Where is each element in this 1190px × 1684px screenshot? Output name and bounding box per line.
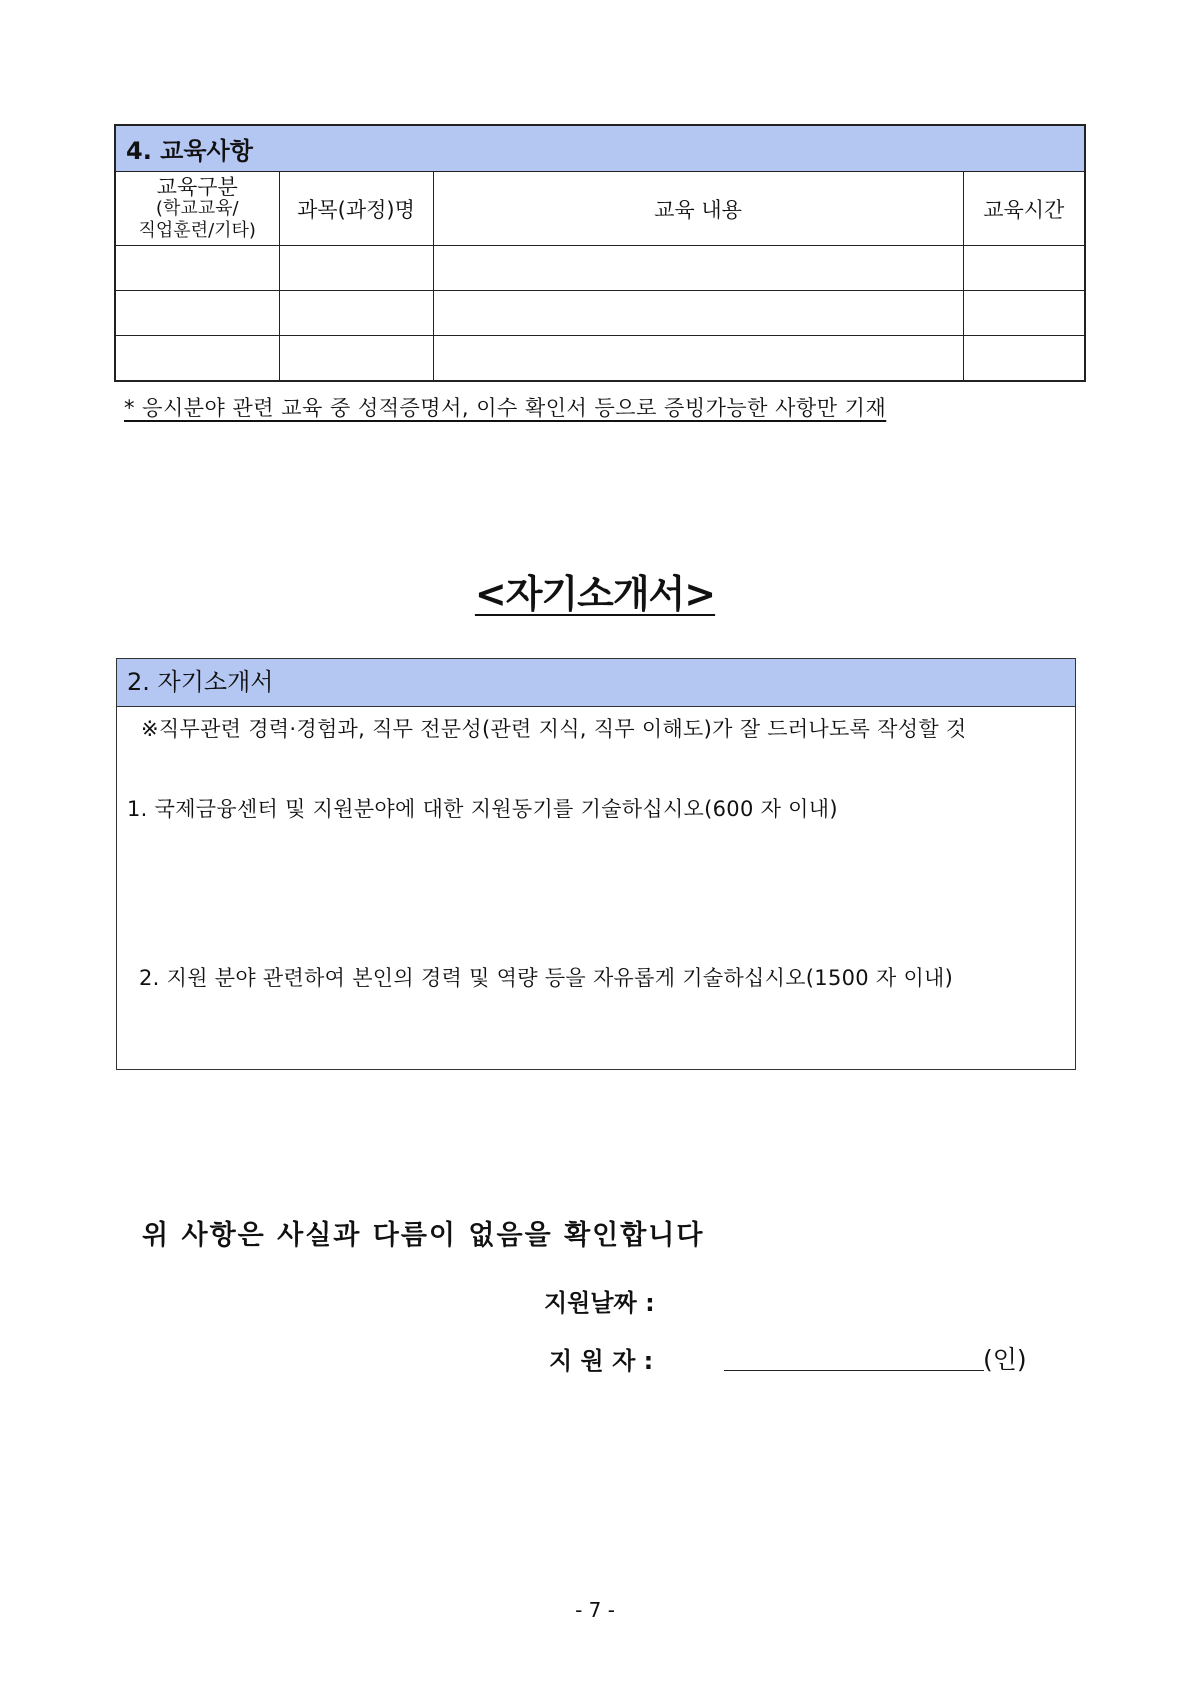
education-section-title: 4. 교육사항 [115, 125, 1085, 172]
applicant-label: 지 원 자 : [549, 1347, 654, 1375]
header-subject-name: 과목(과정)명 [279, 172, 433, 246]
question-1: 1. 국제금융센터 및 지원분야에 대한 지원동기를 기술하십시오(600 자 이내) [127, 797, 838, 821]
header-education-category: 교육구분 (학교교육/ 직업훈련/기타) [115, 172, 279, 246]
cell-hours[interactable] [963, 246, 1085, 291]
document-title: <자기소개서> [474, 572, 716, 616]
cell-category[interactable] [115, 336, 279, 382]
table-row [115, 246, 1085, 291]
header-education-content: 교육 내용 [433, 172, 963, 246]
self-intro-box [116, 658, 1076, 1070]
cell-content[interactable] [433, 246, 963, 291]
page-number: - 7 - [575, 1598, 615, 1622]
cell-hours[interactable] [963, 336, 1085, 382]
cell-content[interactable] [433, 336, 963, 382]
question-2: 2. 지원 분야 관련하여 본인의 경력 및 역량 등을 자유롭게 기술하십시오(1500 자 이내) [139, 966, 954, 990]
signature-line[interactable] [724, 1370, 984, 1371]
education-table [114, 124, 1086, 382]
cell-category[interactable] [115, 291, 279, 336]
cell-category[interactable] [115, 246, 279, 291]
education-note: * 응시분야 관련 교육 중 성적증명서, 이수 확인서 등으로 증빙가능한 사항만 기재 [124, 396, 887, 420]
cell-hours[interactable] [963, 291, 1085, 336]
cell-subject[interactable] [279, 336, 433, 382]
self-intro-guide: ※직무관련 경력·경험과, 직무 전문성(관련 지식, 직무 이해도)가 잘 드러나도록 작성할 것 [141, 717, 967, 741]
table-row [115, 291, 1085, 336]
cell-subject[interactable] [279, 246, 433, 291]
cell-content[interactable] [433, 291, 963, 336]
application-date-label: 지원날짜 : [544, 1289, 655, 1317]
cell-subject[interactable] [279, 291, 433, 336]
self-intro-section-title: 2. 자기소개서 [117, 659, 1075, 707]
header-education-hours: 교육시간 [963, 172, 1085, 246]
confirmation-statement: 위 사항은 사실과 다름이 없음을 확인합니다 [142, 1220, 705, 1251]
table-row [115, 336, 1085, 382]
seal-label: (인) [983, 1345, 1027, 1374]
